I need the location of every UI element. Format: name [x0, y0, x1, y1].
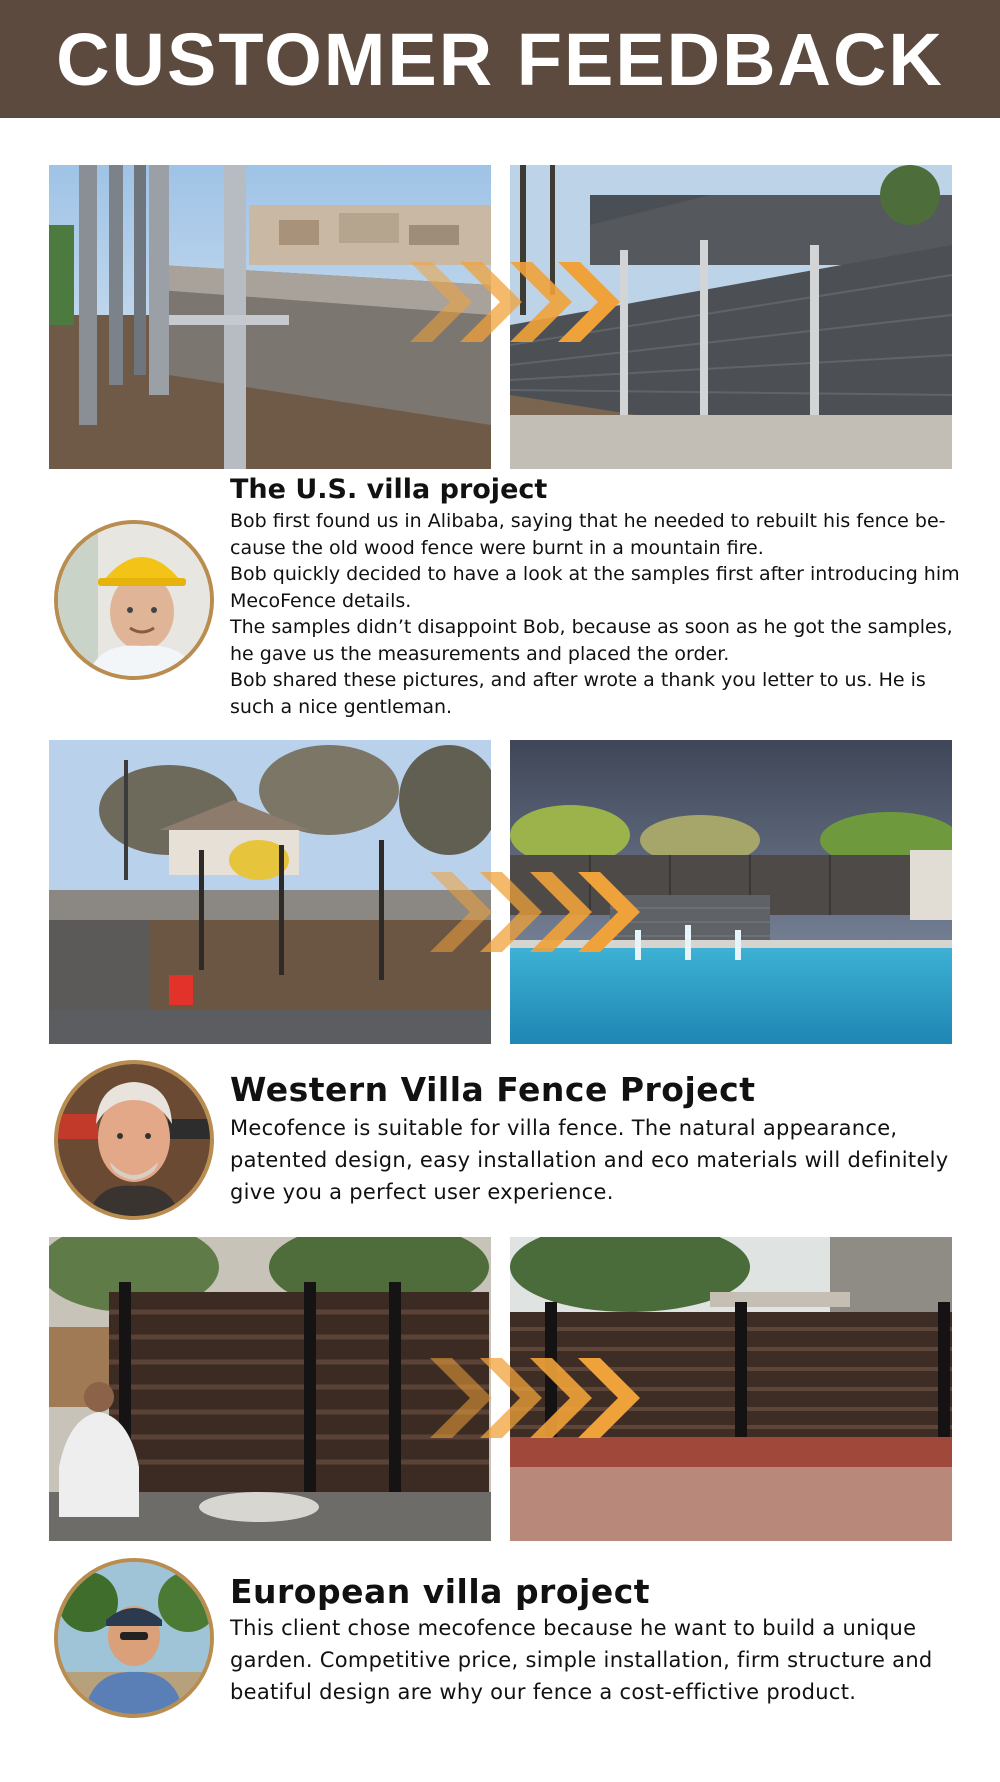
description-paragraph: Bob quickly decided to have a look at the samples first after introducing him MecoFence details. — [230, 563, 960, 612]
project-title: The U.S. villa project — [230, 474, 548, 505]
before-installation-photo — [49, 740, 491, 1044]
project-title: Western Villa Fence Project — [230, 1070, 756, 1109]
project-description — [230, 1112, 970, 1208]
description-paragraph: Bob first found us in Alibaba, saying that he needed to rebuilt his fence be-cause the old wood fence were burnt in a mountain fire. — [230, 510, 946, 559]
customer-avatar — [54, 520, 214, 680]
project-description — [230, 1612, 970, 1708]
description-paragraph: This client chose mecofence because he want to build a unique garden. Competitive price, simple installation, firm structure and beatiful design are why our fence a cost-effictive product. — [230, 1616, 933, 1704]
before-after-arrows-icon — [430, 872, 640, 952]
description-paragraph: Bob shared these pictures, and after wrote a thank you letter to us. He is such a nice gentleman. — [230, 669, 926, 718]
customer-avatar — [54, 1060, 214, 1220]
before-after-arrows-icon — [430, 1358, 640, 1438]
before-installation-photo — [49, 1237, 491, 1541]
project-title: European villa project — [230, 1572, 651, 1611]
description-paragraph: Mecofence is suitable for villa fence. The natural appearance, patented design, easy installation and eco materials will definitely give you a perfect user experience. — [230, 1116, 949, 1204]
before-after-arrows-icon — [410, 262, 620, 342]
header-banner — [0, 0, 1000, 118]
page-title: CUSTOMER FEEDBACK — [56, 17, 944, 101]
description-paragraph: The samples didn’t disappoint Bob, because as soon as he got the samples, he gave us the measurements and placed the order. — [230, 616, 953, 665]
project-description — [230, 508, 960, 720]
customer-avatar — [54, 1558, 214, 1718]
